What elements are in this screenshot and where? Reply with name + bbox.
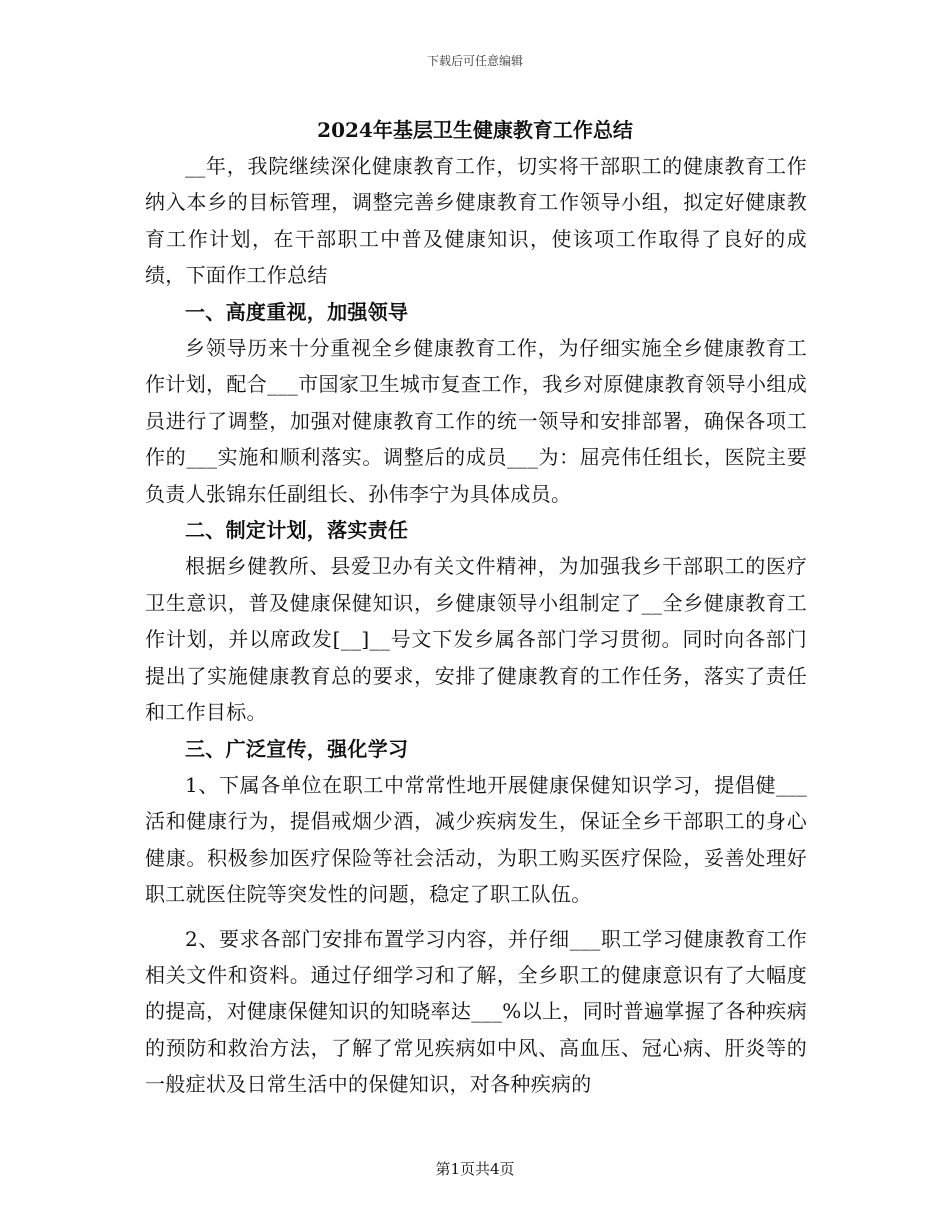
section-heading-3: 三、广泛宣传，强化学习 bbox=[185, 736, 409, 761]
section-3-item-2: 2、要求各部门安排布置学习内容，并仔细___职工学习健康教育工作相关文件和资料。通过仔细学习和了解，全乡职工的健康意识有了大幅度的提高，对健康保健知识的知晓率达___%以上，同时普遍掌握了各种疾病的预防和救治方法，了解了常见疾病如中风、高血压、冠心病、肝炎等的一般症状及日常生活中的保健知识，对各种疾病的 bbox=[145, 926, 807, 1097]
document-title: 2024年基层卫生健康教育工作总结 bbox=[317, 118, 633, 142]
intro-paragraph: __年，我院继续深化健康教育工作，切实将干部职工的健康教育工作纳入本乡的目标管理，调整完善乡健康教育工作领导小组，拟定好健康教育工作计划，在干部职工中普及健康知识，使该项工作取得了良好的成绩，下面作工作总结 bbox=[145, 154, 807, 288]
section-heading-2: 二、制定计划，落实责任 bbox=[185, 518, 409, 543]
section-3-item-1: 1、下属各单位在职工中常常性地开展健康保健知识学习，提倡健___活和健康行为，提倡戒烟少酒，减少疾病发生，保证全乡干部职工的身心健康。积极参加医疗保险等社会活动，为职工购买医疗保险，妥善处理好职工就医住院等突发性的问题，稳定了职工队伍。 bbox=[145, 772, 807, 907]
header-note: 下载后可任意编辑 bbox=[426, 54, 523, 68]
document-body bbox=[145, 148, 807, 1103]
section-heading-1: 一、高度重视，加强领导 bbox=[185, 299, 409, 324]
section-2-paragraph: 根据乡健教所、县爱卫办有关文件精神，为加强我乡干部职工的医疗卫生意识，普及健康保健知识，乡健康领导小组制定了__全乡健康教育工作计划，并以席政发[__]__号文下发乡属各部门学习贯彻。同时向各部门提出了实施健康教育总的要求，安排了健康教育的工作任务，落实了责任和工作目标。 bbox=[145, 554, 807, 725]
page-number: 第1页共4页 bbox=[435, 1160, 515, 1178]
section-1-paragraph: 乡领导历来十分重视全乡健康教育工作，为仔细实施全乡健康教育工作计划，配合___市国家卫生城市复查工作，我乡对原健康教育领导小组成员进行了调整，加强对健康教育工作的统一领导和安排部署，确保各项工作的___实施和顺利落实。调整后的成员___为：屈亮伟任组长，医院主要负责人张锦东任副组长、孙伟李宁为具体成员。 bbox=[145, 336, 807, 506]
